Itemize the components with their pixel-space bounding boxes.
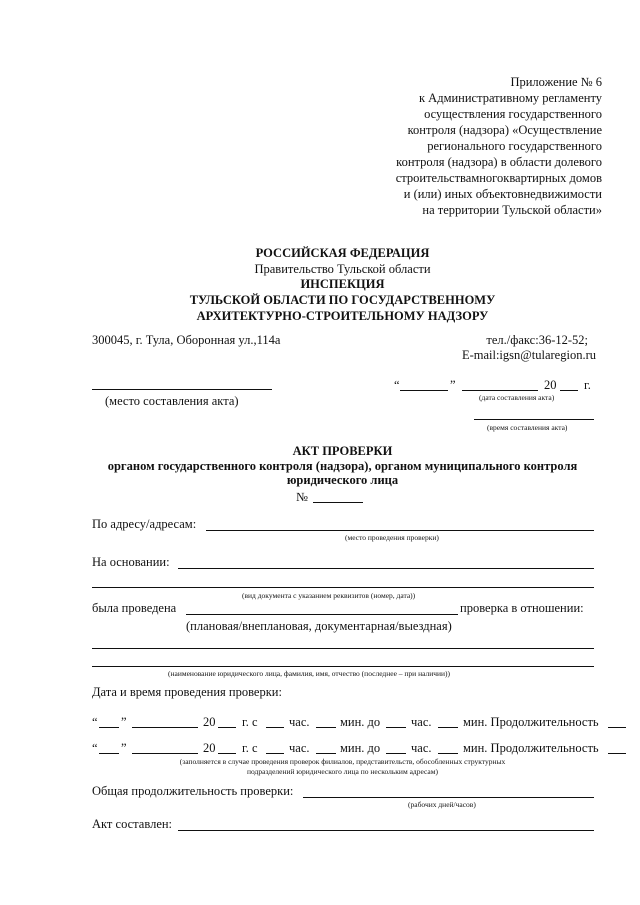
- act-number-line[interactable]: [313, 502, 363, 503]
- total-duration-caption: (рабочих дней/часов): [408, 800, 476, 809]
- row-quote-open: “: [92, 715, 98, 729]
- row-from-hour-line[interactable]: [266, 753, 284, 754]
- row-to-hour-line[interactable]: [386, 753, 406, 754]
- datetime-label: Дата и время проведения проверки:: [92, 685, 282, 699]
- country-heading: РОССИЙСКАЯ ФЕДЕРАЦИЯ: [255, 246, 430, 260]
- time-caption: (время составления акта): [487, 423, 568, 432]
- basis-line-2[interactable]: [92, 587, 594, 588]
- compiled-label: Акт составлен:: [92, 817, 173, 831]
- row-duration-line[interactable]: [608, 753, 626, 754]
- row-quote-open: “: [92, 741, 98, 755]
- time-line[interactable]: [474, 419, 594, 420]
- row-from-min-line[interactable]: [316, 753, 336, 754]
- row-quote-close: ”: [121, 741, 127, 755]
- date-year-line[interactable]: [560, 390, 578, 391]
- place-line[interactable]: [92, 389, 272, 390]
- inspection-name-line2: АРХИТЕКТУРНО-СТРОИТЕЛЬНОМУ НАДЗОРУ: [196, 309, 489, 323]
- date-month-line[interactable]: [462, 390, 538, 391]
- entity-line-1[interactable]: [92, 648, 594, 649]
- row-duration-line[interactable]: [608, 727, 626, 728]
- appendix-line: и (или) иных объектовнедвижимости: [403, 187, 602, 201]
- branches-note-2: подразделений юридического лица по нескольким адресам): [247, 767, 438, 776]
- date-caption: (дата составления акта): [479, 393, 555, 402]
- branches-note-1: (заполняется в случае проведения проверок филиалов, представительств, обособленных структурных: [179, 757, 506, 766]
- compiled-line[interactable]: [178, 830, 594, 831]
- conducted-label: была проведена: [92, 601, 177, 615]
- appendix-line: контроля (надзора) «Осуществление: [407, 123, 602, 137]
- check-type-caption: (плановая/внеплановая, документарная/выездная): [186, 619, 452, 633]
- org-email: E-mail:igsn@tularegion.ru: [461, 348, 596, 362]
- org-phone: тел./факс:36-12-52;: [486, 333, 588, 347]
- row-from-label: г. с: [242, 715, 258, 729]
- row-min-to-label: мин. до: [340, 741, 381, 755]
- row-from-label: г. с: [242, 741, 258, 755]
- act-title: АКТ ПРОВЕРКИ: [292, 444, 393, 458]
- total-duration-line[interactable]: [303, 797, 594, 798]
- row-min-to-label: мин. до: [340, 715, 381, 729]
- row-quote-close: ”: [121, 715, 127, 729]
- appendix-line: осуществления государственного: [424, 107, 602, 121]
- row-year-line[interactable]: [218, 753, 236, 754]
- act-number-label: №: [296, 490, 308, 504]
- government-heading: Правительство Тульской области: [254, 262, 431, 276]
- total-duration-label: Общая продолжительность проверки:: [92, 784, 294, 798]
- row-from-hour-line[interactable]: [266, 727, 284, 728]
- date-quote-close: ”: [450, 378, 456, 392]
- row-day-line[interactable]: [99, 727, 119, 728]
- date-quote-open: “: [394, 378, 400, 392]
- basis-line[interactable]: [178, 568, 594, 569]
- basis-caption: (вид документа с указанием реквизитов (номер, дата)): [242, 591, 416, 600]
- row-month-line[interactable]: [132, 753, 198, 754]
- appendix-line: строительствамногоквартирных домов: [395, 171, 602, 185]
- date-year-suffix: г.: [584, 378, 591, 392]
- row-month-line[interactable]: [132, 727, 198, 728]
- entity-caption: (наименование юридического лица, фамилия, имя, отчество (последнее – при наличии)): [168, 669, 451, 678]
- org-address: 300045, г. Тула, Оборонная ул.,114а: [92, 333, 281, 347]
- act-subtitle-1: органом государственного контроля (надзора), органом муниципального контроля: [107, 459, 578, 473]
- address-label: По адресу/адресам:: [92, 517, 197, 531]
- date-year-prefix: 20: [544, 378, 557, 392]
- row-hour-label-2: час.: [411, 741, 432, 755]
- regarding-label: проверка в отношении:: [460, 601, 584, 615]
- act-subtitle-2: юридического лица: [286, 473, 399, 487]
- appendix-line: к Административному регламенту: [418, 91, 602, 105]
- row-to-min-line[interactable]: [438, 727, 458, 728]
- address-caption: (место проведения проверки): [345, 533, 439, 542]
- row-year-line[interactable]: [218, 727, 236, 728]
- inspection-heading: ИНСПЕКЦИЯ: [300, 277, 385, 291]
- row-hour-label: час.: [289, 741, 310, 755]
- basis-label: На основании:: [92, 555, 170, 569]
- address-line[interactable]: [206, 530, 594, 531]
- appendix-line: на территории Тульской области»: [422, 203, 602, 217]
- appendix-line: Приложение № 6: [510, 75, 602, 89]
- date-day-line[interactable]: [400, 390, 448, 391]
- inspection-name-line1: ТУЛЬСКОЙ ОБЛАСТИ ПО ГОСУДАРСТВЕННОМУ: [189, 293, 496, 307]
- entity-line-2[interactable]: [92, 666, 594, 667]
- row-day-line[interactable]: [99, 753, 119, 754]
- row-to-min-line[interactable]: [438, 753, 458, 754]
- row-to-hour-line[interactable]: [386, 727, 406, 728]
- appendix-line: регионального государственного: [427, 139, 602, 153]
- row-from-min-line[interactable]: [316, 727, 336, 728]
- row-hour-label-2: час.: [411, 715, 432, 729]
- row-year-prefix: 20: [203, 715, 216, 729]
- row-duration-label: мин. Продолжительность: [463, 741, 599, 755]
- conducted-line[interactable]: [186, 614, 458, 615]
- appendix-line: контроля (надзора) в области долевого: [396, 155, 602, 169]
- row-hour-label: час.: [289, 715, 310, 729]
- row-duration-label: мин. Продолжительность: [463, 715, 599, 729]
- row-year-prefix: 20: [203, 741, 216, 755]
- place-caption: (место составления акта): [105, 394, 239, 408]
